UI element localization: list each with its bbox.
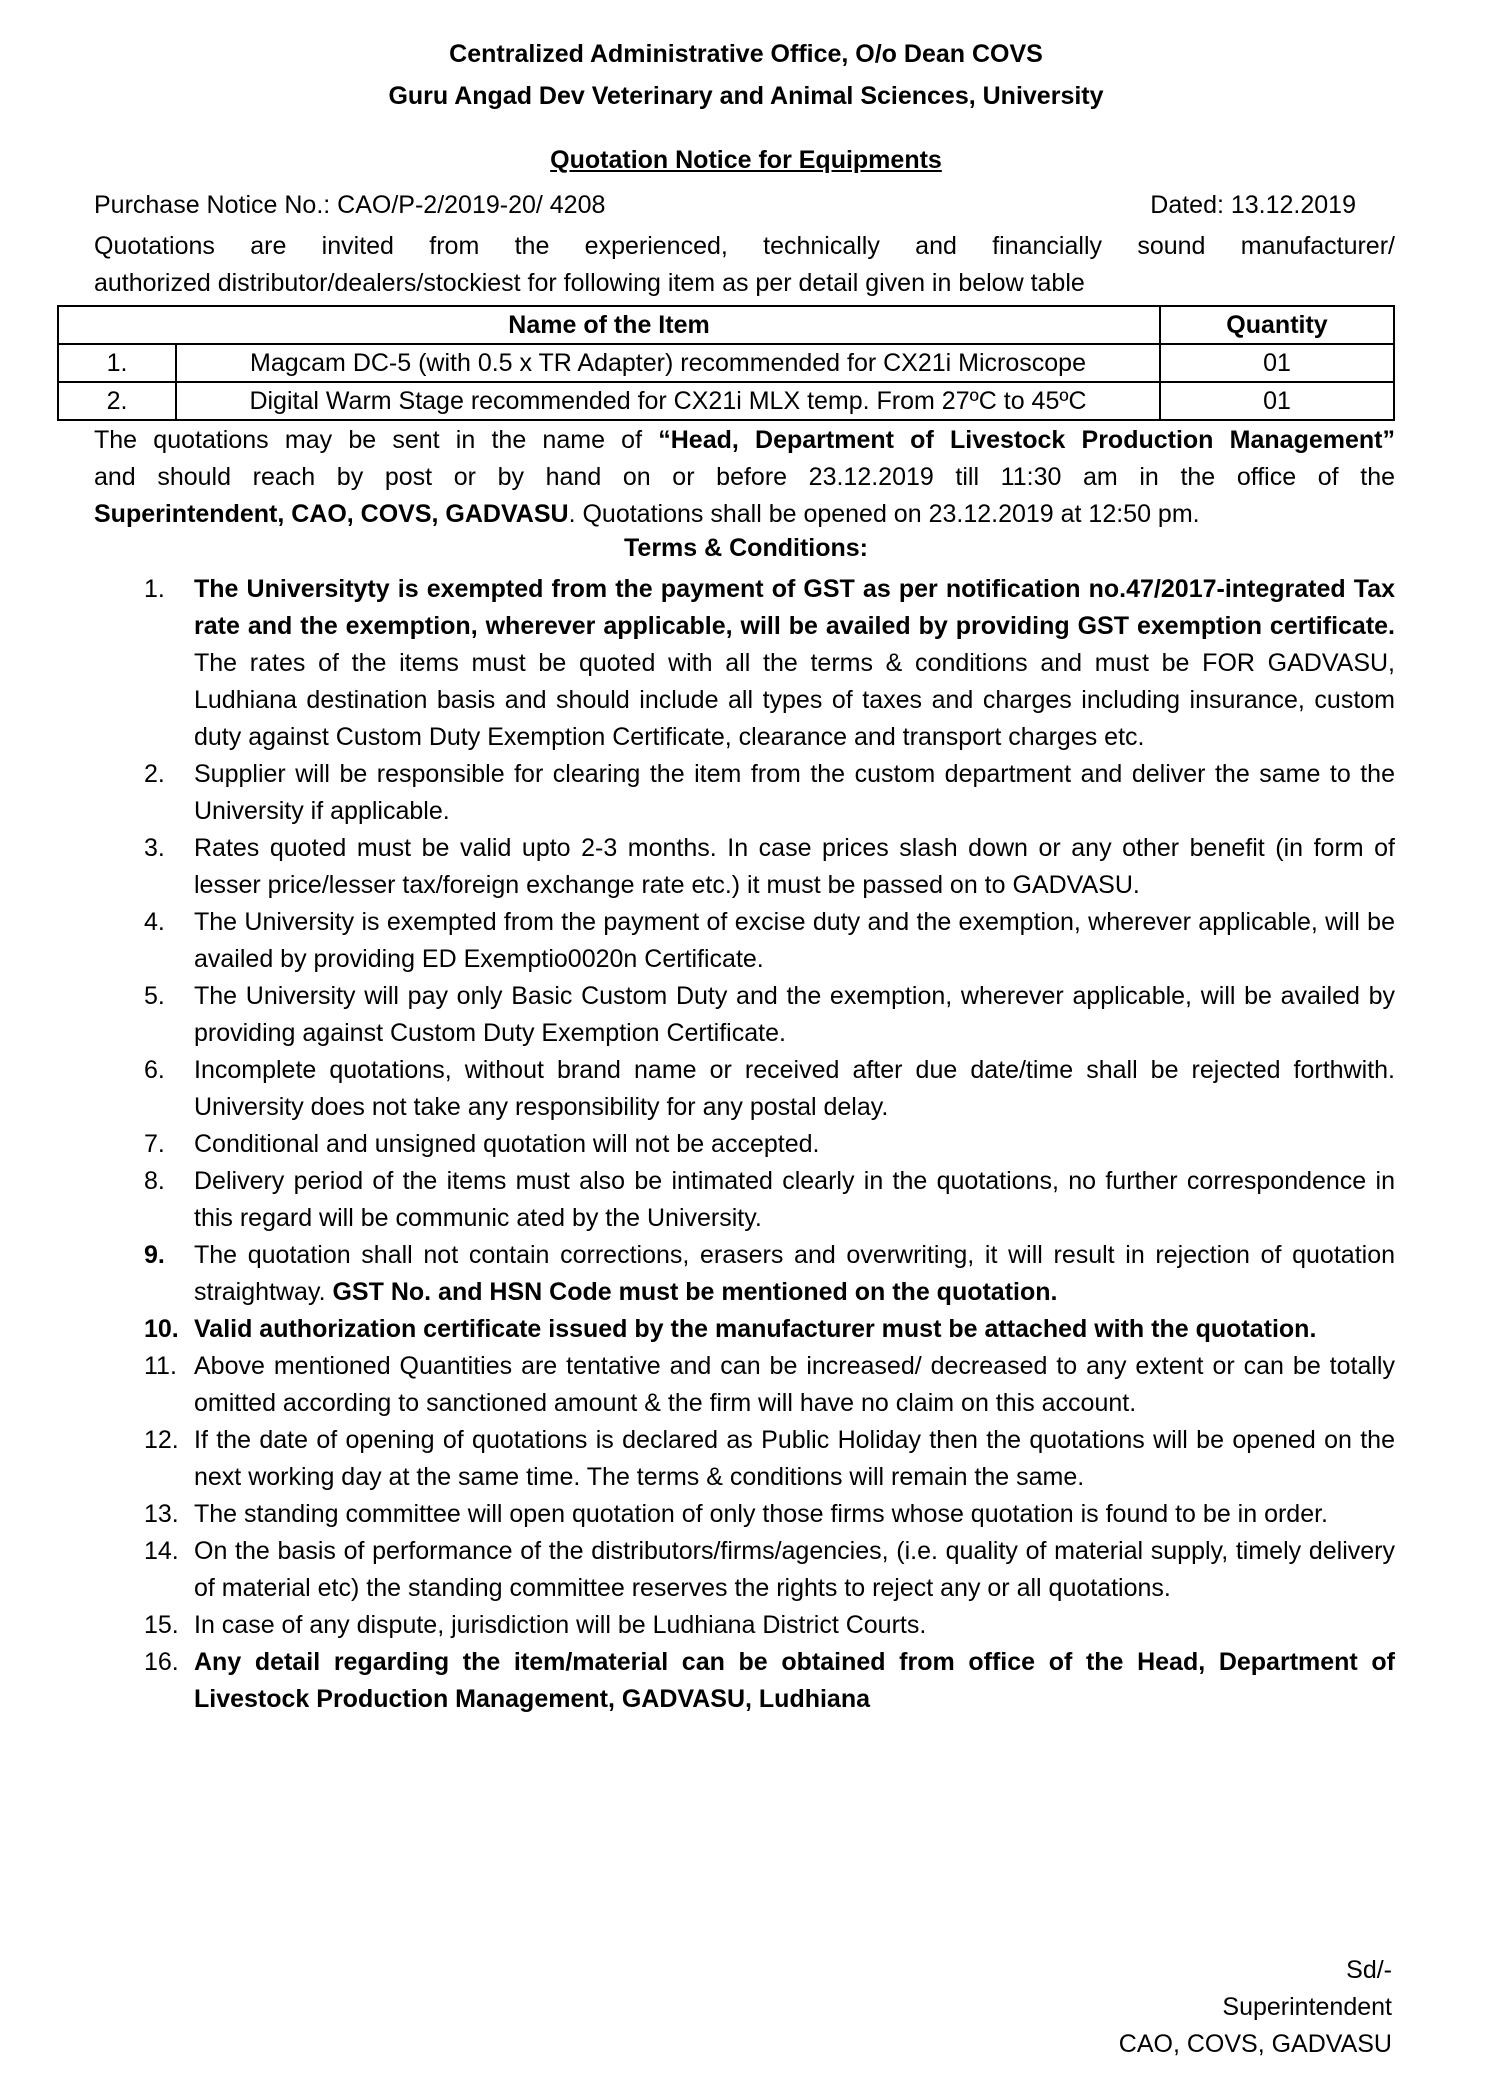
term-number: 5. (144, 982, 165, 1010)
table-row (58, 382, 1394, 420)
addressee-name: “Head, Department of Livestock Production Management” (658, 426, 1395, 454)
term-text: The University is exempted from the payment of excise duty and the exemption, wherever applicable, will be availed by providing ED Exemptio0020n Certificate. (194, 908, 1395, 973)
signature-office: CAO, COVS, GADVASU (1118, 2030, 1392, 2058)
notice-date: Dated: 13.12.2019 (1150, 191, 1356, 219)
term-bold-text: GST No. and HSN Code must be mentioned on the quotation. (332, 1278, 1058, 1306)
row-quantity: 01 (1160, 382, 1394, 420)
term-item (94, 1052, 1395, 1126)
term-bold-text: Any detail regarding the item/material can be obtained from office of the Head, Department of Livestock Production Management, GADVASU, Ludhiana (194, 1648, 1395, 1713)
submission-paragraph (94, 422, 1395, 533)
intro-paragraph (94, 228, 1395, 302)
term-text: Delivery period of the items must also be intimated clearly in the quotations, no further correspondence in this regard will be communic ated by the University. (194, 1167, 1395, 1232)
term-item (94, 1348, 1395, 1422)
notice-title: Quotation Notice for Equipments (550, 146, 942, 174)
terms-list (94, 571, 1395, 1718)
term-number: 8. (144, 1167, 165, 1195)
term-number: 3. (144, 834, 165, 862)
term-number: 6. (144, 1056, 165, 1084)
items-table (57, 305, 1395, 421)
term-number: 13. (144, 1500, 179, 1528)
term-number: 7. (144, 1130, 165, 1158)
term-text: Above mentioned Quantities are tentative and can be increased/ decreased to any extent or can be totally omitted according to sanctioned amount & the firm will have no claim on this account. (194, 1352, 1395, 1417)
row-serial: 1. (58, 344, 176, 382)
term-number: 12. (144, 1426, 179, 1454)
term-item (94, 571, 1395, 756)
term-number: 14. (144, 1537, 179, 1565)
term-item (94, 1607, 1395, 1644)
term-text: The quotation shall not contain corrections, erasers and overwriting, it will result in rejection of quotation straightway. (194, 1241, 1395, 1306)
term-text: Incomplete quotations, without brand name or received after due date/time shall be rejected forthwith. University does not take any responsibility for any postal delay. (194, 1056, 1395, 1121)
term-number: 9. (144, 1241, 165, 1269)
office-heading: Centralized Administrative Office, O/o Dean COVS (449, 40, 1043, 68)
term-bold-text: The Universityty is exempted from the payment of GST as per notification no.47/2017-integrated Tax rate and the exemption, wherever applicable, will be availed by providing GST exemption certificate. (194, 575, 1395, 640)
term-text: If the date of opening of quotations is declared as Public Holiday then the quotations will be opened on the next working day at the same time. The terms & conditions will remain the same. (194, 1426, 1395, 1491)
term-item (94, 756, 1395, 830)
term-item (94, 1163, 1395, 1237)
purchase-notice-number: Purchase Notice No.: CAO/P-2/2019-20/ 4208 (94, 191, 606, 219)
row-serial: 2. (58, 382, 176, 420)
intro-line-1: Quotations are invited from the experienced, technically and financially sound manufacturer/ (94, 232, 1395, 260)
term-item (94, 904, 1395, 978)
term-text: Conditional and unsigned quotation will not be accepted. (194, 1130, 820, 1158)
row-quantity: 01 (1160, 344, 1394, 382)
submission-line-2: and should reach by post or by hand on or before 23.12.2019 till 11:30 am in the office of the (94, 463, 1395, 491)
term-text: The rates of the items must be quoted with all the terms & conditions and must be FOR GADVASU, Ludhiana destination basis and should include all types of taxes and charges including insurance, custom duty against Custom Duty Exemption Certificate, clearance and transport charges etc. (194, 649, 1395, 751)
term-item (94, 1237, 1395, 1311)
term-item (94, 1126, 1395, 1163)
term-item (94, 1644, 1395, 1718)
term-item (94, 1422, 1395, 1496)
term-item (94, 978, 1395, 1052)
table-header-row (58, 306, 1394, 344)
term-number: 15. (144, 1611, 179, 1639)
term-number: 10. (144, 1315, 179, 1343)
office-name: Superintendent, CAO, COVS, GADVASU (94, 500, 569, 528)
table-row (58, 344, 1394, 382)
term-number: 4. (144, 908, 165, 936)
signature-sd: Sd/- (1346, 1956, 1392, 1984)
term-bold-text: Valid authorization certificate issued by the manufacturer must be attached with the quotation. (194, 1315, 1317, 1343)
term-text: The University will pay only Basic Custom Duty and the exemption, wherever applicable, will be availed by providing against Custom Duty Exemption Certificate. (194, 982, 1395, 1047)
opening-info: . Quotations shall be opened on 23.12.2019 at 12:50 pm. (568, 500, 1200, 528)
term-number: 16. (144, 1648, 179, 1676)
submission-line-1 (94, 422, 1395, 459)
term-number: 1. (144, 575, 165, 603)
term-text: The standing committee will open quotation of only those firms whose quotation is found to be in order. (194, 1500, 1328, 1528)
term-number: 11. (144, 1352, 177, 1380)
intro-line-2: authorized distributor/dealers/stockiest for following item as per detail given in below table (94, 269, 1085, 297)
terms-heading: Terms & Conditions: (624, 534, 868, 562)
university-heading: Guru Angad Dev Veterinary and Animal Sciences, University (388, 82, 1104, 110)
term-item (94, 1533, 1395, 1607)
term-text: Rates quoted must be valid upto 2-3 months. In case prices slash down or any other benefit (in form of lesser price/lesser tax/foreign exchange rate etc.) it must be passed on to GADVASU. (194, 834, 1395, 899)
column-header-item: Name of the Item (58, 306, 1160, 344)
submission-text: The quotations may be sent in the name of (94, 426, 659, 454)
submission-line-3 (94, 500, 1200, 528)
term-number: 2. (144, 760, 165, 788)
term-text: On the basis of performance of the distributors/firms/agencies, (i.e. quality of material supply, timely delivery of material etc) the standing committee reserves the rights to reject any or all quotations. (194, 1537, 1395, 1602)
term-text: Supplier will be responsible for clearing the item from the custom department and deliver the same to the University if applicable. (194, 760, 1395, 825)
row-item-name: Magcam DC-5 (with 0.5 x TR Adapter) recommended for CX21i Microscope (176, 344, 1160, 382)
term-item (94, 830, 1395, 904)
row-item-name: Digital Warm Stage recommended for CX21i MLX temp. From 27ºC to 45ºC (176, 382, 1160, 420)
column-header-quantity: Quantity (1160, 306, 1394, 344)
term-item (94, 1311, 1395, 1348)
term-text: In case of any dispute, jurisdiction will be Ludhiana District Courts. (194, 1611, 927, 1639)
signature-designation: Superintendent (1222, 1993, 1392, 2021)
term-item (94, 1496, 1395, 1533)
